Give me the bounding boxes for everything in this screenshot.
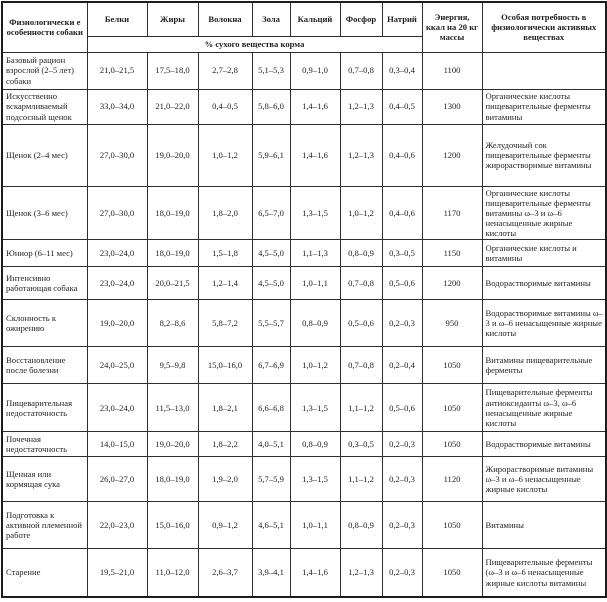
value-cell: 0,4–0,6 [382, 186, 422, 240]
value-cell: 27,0–30,0 [87, 186, 147, 240]
value-cell: 6,6–6,8 [252, 384, 290, 432]
value-cell: 19,5–21,0 [87, 549, 147, 597]
value-cell: 1,2–1,3 [340, 124, 382, 186]
value-cell: 18,0–19,0 [147, 457, 198, 502]
value-cell: 0,7–0,8 [340, 267, 382, 300]
energy-cell: 1170 [422, 186, 482, 240]
value-cell: 5,7–5,9 [252, 457, 290, 502]
table-row [2, 300, 606, 347]
row-label-cell: Подготовка к активной племенной работе [2, 502, 87, 549]
special-cell: Желудочный сок пищеварительные ферменты жирорастворимые витамины [482, 124, 606, 186]
nutrition-table [1, 1, 607, 598]
energy-cell: 950 [422, 300, 482, 347]
energy-cell: 1050 [422, 384, 482, 432]
row-label-cell: Искусственно вскармливаемый подсосный щенок [2, 89, 87, 124]
value-cell: 1,4–1,6 [290, 124, 340, 186]
value-cell: 23,0–24,0 [87, 384, 147, 432]
value-cell: 17,5–18,0 [147, 52, 198, 89]
value-cell: 20,0–21,5 [147, 267, 198, 300]
value-cell: 21,0–21,5 [87, 52, 147, 89]
value-cell: 4,6–5,1 [252, 502, 290, 549]
value-cell: 23,0–24,0 [87, 240, 147, 267]
value-cell: 1,1–1,2 [340, 457, 382, 502]
value-cell: 5,5–5,7 [252, 300, 290, 347]
value-cell: 0,3–0,4 [382, 52, 422, 89]
energy-cell: 1050 [422, 549, 482, 597]
value-cell: 23,0–24,0 [87, 267, 147, 300]
value-cell: 5,8–7,2 [198, 300, 252, 347]
value-cell: 24,0–25,0 [87, 347, 147, 384]
value-cell: 1,3–1,5 [290, 457, 340, 502]
special-cell: Водорастворимые витамины [482, 432, 606, 457]
table-row [2, 52, 606, 89]
value-cell: 21,0–22,0 [147, 89, 198, 124]
value-cell: 18,0–19,0 [147, 240, 198, 267]
value-cell: 5,1–5,3 [252, 52, 290, 89]
value-cell: 0,5–0,6 [340, 300, 382, 347]
value-cell: 4,5–5,0 [252, 240, 290, 267]
energy-cell: 1050 [422, 502, 482, 549]
value-cell: 1,5–1,8 [198, 240, 252, 267]
row-label-cell: Восстановление после болезни [2, 347, 87, 384]
row-label-cell: Щенок (2–4 мес) [2, 124, 87, 186]
row-label-cell: Почечная недостаточность [2, 432, 87, 457]
value-cell: 5,8–6,0 [252, 89, 290, 124]
header-cell-energy: Энергия, ккал на 20 кг массы [422, 2, 482, 52]
value-cell: 1,3–1,5 [290, 384, 340, 432]
energy-cell: 1120 [422, 457, 482, 502]
row-label-cell: Интенсивно работающая собака [2, 267, 87, 300]
value-cell: 1,2–1,4 [198, 267, 252, 300]
special-cell: Органические кислоты пищеварительные ферменты витамины [482, 89, 606, 124]
energy-cell: 1050 [422, 347, 482, 384]
value-cell: 33,0–34,0 [87, 89, 147, 124]
value-cell: 0,4–0,6 [382, 124, 422, 186]
value-cell: 0,8–0,9 [340, 502, 382, 549]
value-cell: 26,0–27,0 [87, 457, 147, 502]
value-cell: 0,8–0,9 [290, 300, 340, 347]
special-cell: Органические кислоты и витамины [482, 240, 606, 267]
row-label-cell: Щенок (3–6 мес) [2, 186, 87, 240]
table-row [2, 384, 606, 432]
table-row [2, 124, 606, 186]
value-cell: 1,0–1,2 [198, 124, 252, 186]
value-cell: 19,0–20,0 [147, 124, 198, 186]
row-label-cell: Склонность к ожирению [2, 300, 87, 347]
value-cell: 4,0–5,1 [252, 432, 290, 457]
value-cell: 1,2–1,3 [340, 549, 382, 597]
value-cell: 0,7–0,8 [340, 52, 382, 89]
value-cell: 18,0–19,0 [147, 186, 198, 240]
value-cell: 8,2–8,6 [147, 300, 198, 347]
value-cell: 0,5–0,6 [382, 384, 422, 432]
header-cell-ash: Зола [252, 2, 290, 36]
value-cell: 1,0–1,2 [290, 347, 340, 384]
value-cell: 19,0–20,0 [147, 432, 198, 457]
value-cell: 0,2–0,3 [382, 549, 422, 597]
header-row-top [2, 2, 606, 36]
header-cell-sodium: Натрий [382, 2, 422, 36]
header-cell-physiology: Физиологически е особенности собаки [2, 2, 87, 52]
value-cell: 6,5–7,0 [252, 186, 290, 240]
value-cell: 1,8–2,0 [198, 186, 252, 240]
value-cell: 1,2–1,3 [340, 89, 382, 124]
energy-cell: 1100 [422, 52, 482, 89]
value-cell: 1,1–1,3 [290, 240, 340, 267]
table-row [2, 347, 606, 384]
value-cell: 22,0–23,0 [87, 502, 147, 549]
value-cell: 0,9–1,0 [290, 52, 340, 89]
value-cell: 6,7–6,9 [252, 347, 290, 384]
value-cell: 3,9–4,1 [252, 549, 290, 597]
value-cell: 2,7–2,8 [198, 52, 252, 89]
energy-cell: 1300 [422, 89, 482, 124]
energy-cell: 1200 [422, 267, 482, 300]
value-cell: 0,5–0,6 [382, 267, 422, 300]
table-row [2, 240, 606, 267]
value-cell: 1,0–1,1 [290, 267, 340, 300]
special-cell: Жирорастворимые витамины ω–3 и ω–6 ненасыщенные жирные кислоты [482, 457, 606, 502]
header-cell-special: Особая потребность в физиологически активных веществах [482, 2, 606, 52]
table-header [2, 2, 606, 52]
energy-cell: 1150 [422, 240, 482, 267]
header-cell-phosphorus: Фосфор [340, 2, 382, 36]
table-row [2, 432, 606, 457]
value-cell: 0,2–0,3 [382, 502, 422, 549]
header-cell-fiber: Волокна [198, 2, 252, 36]
value-cell: 19,0–20,0 [87, 300, 147, 347]
table-row [2, 457, 606, 502]
row-label-cell: Юниор (6–11 мес) [2, 240, 87, 267]
header-cell-calcium: Кальций [290, 2, 340, 36]
special-cell: Витамины [482, 502, 606, 549]
value-cell: 0,2–0,3 [382, 457, 422, 502]
value-cell: 1,8–2,2 [198, 432, 252, 457]
value-cell: 0,2–0,4 [382, 347, 422, 384]
value-cell: 2,6–3,7 [198, 549, 252, 597]
value-cell: 15,0–16,0 [198, 347, 252, 384]
row-label-cell: Щенная или кормящая сука [2, 457, 87, 502]
special-cell: Пищеварительные ферменты антиоксиданты ω–3, ω–6 ненасыщенные жирные кислоты [482, 384, 606, 432]
value-cell: 1,0–1,2 [340, 186, 382, 240]
value-cell: 9,5–9,8 [147, 347, 198, 384]
header-cell-dry-matter: % сухого вещества корма [87, 36, 422, 52]
special-cell: Витамины пищеварительные ферменты [482, 347, 606, 384]
value-cell: 0,2–0,3 [382, 432, 422, 457]
header-cell-fat: Жиры [147, 2, 198, 36]
value-cell: 0,8–0,9 [290, 432, 340, 457]
table-row [2, 267, 606, 300]
value-cell: 1,1–1,2 [340, 384, 382, 432]
special-cell: Пищеварительные ферменты (ω–3 и ω–6 ненасыщенные жирные кислоты витамины [482, 549, 606, 597]
value-cell: 1,4–1,6 [290, 89, 340, 124]
table-row [2, 186, 606, 240]
header-cell-protein: Белки [87, 2, 147, 36]
special-cell: Водорастворимые витамины [482, 267, 606, 300]
value-cell: 0,2–0,3 [382, 300, 422, 347]
value-cell: 1,4–1,6 [290, 549, 340, 597]
value-cell: 27,0–30,0 [87, 124, 147, 186]
table-body [2, 52, 606, 597]
table-row [2, 549, 606, 597]
row-label-cell: Базовый рацион взрослой (2–5 лет) собаки [2, 52, 87, 89]
value-cell: 11,5–13,0 [147, 384, 198, 432]
special-cell: Водорастворимые витамины ω–3 и ω–6 ненасыщенные жирные кислоты [482, 300, 606, 347]
table-row [2, 502, 606, 549]
value-cell: 1,9–2,0 [198, 457, 252, 502]
special-cell [482, 52, 606, 89]
row-label-cell: Старение [2, 549, 87, 597]
table-row [2, 89, 606, 124]
value-cell: 11,0–12,0 [147, 549, 198, 597]
value-cell: 0,4–0,5 [198, 89, 252, 124]
energy-cell: 1050 [422, 432, 482, 457]
value-cell: 0,9–1,2 [198, 502, 252, 549]
value-cell: 15,0–16,0 [147, 502, 198, 549]
energy-cell: 1200 [422, 124, 482, 186]
value-cell: 4,5–5,0 [252, 267, 290, 300]
value-cell: 0,7–0,8 [340, 347, 382, 384]
value-cell: 0,8–0,9 [340, 240, 382, 267]
row-label-cell: Пищеварительная недостаточность [2, 384, 87, 432]
special-cell: Органические кислоты пищеварительные ферменты витамины ω–3 и ω–6 ненасыщенные жирные кислоты [482, 186, 606, 240]
value-cell: 0,3–0,5 [382, 240, 422, 267]
value-cell: 5,9–6,1 [252, 124, 290, 186]
value-cell: 1,8–2,1 [198, 384, 252, 432]
value-cell: 0,3–0,5 [340, 432, 382, 457]
value-cell: 0,4–0,5 [382, 89, 422, 124]
value-cell: 1,3–1,5 [290, 186, 340, 240]
value-cell: 1,0–1,1 [290, 502, 340, 549]
value-cell: 14,0–15,0 [87, 432, 147, 457]
